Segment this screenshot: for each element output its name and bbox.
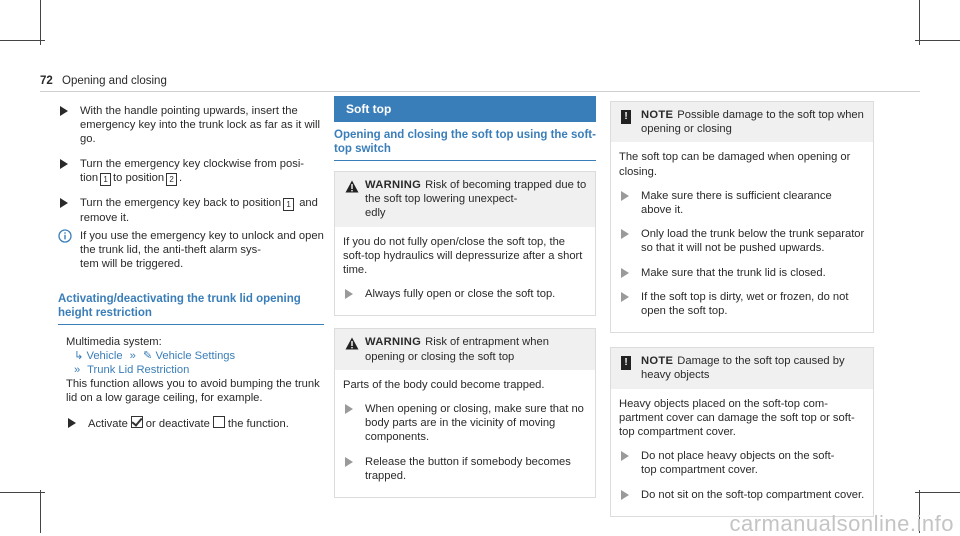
column-left [58,104,324,441]
settings-icon: ✎ [143,349,153,362]
note-box [610,347,874,517]
checkbox-empty-icon [213,416,225,428]
step-item [58,104,324,147]
column-right [610,101,874,517]
step-text: Release the button if somebody becomes trapped. [365,455,571,482]
enter-arrow-icon: ↳ [74,349,84,362]
crop-mark [0,492,45,493]
checkbox-checked-icon [131,416,143,428]
step-item [66,416,324,431]
menu-path-block [58,335,324,431]
step-arrow-icon [345,289,353,299]
crop-mark [915,40,960,41]
note-body [611,142,873,332]
section-rule [58,324,324,325]
note-title: Damage to the soft top caused by heavy objects [641,355,845,382]
step-arrow-icon [621,490,629,500]
menu-path-line [66,363,324,377]
page-header [40,74,167,88]
step-arrow-icon [345,404,353,414]
step-text: Make sure that the trunk lid is closed. [641,266,826,279]
section-heading: Opening and closing the soft top using the soft-top switch [334,129,596,155]
step-text-part: Turn the emergency key back to position [80,196,282,209]
step-item [619,290,865,318]
warning-text: Parts of the body could become trapped. [343,378,545,391]
column-middle [334,96,596,498]
note-label: NOTE [641,109,674,121]
note-exclamation-icon: ! [621,356,631,370]
crop-mark [0,40,45,41]
note-text: Heavy objects placed on the soft-top com- partment cover can damage the soft top or soft-top compartment cover. [619,397,855,439]
warning-title: Risk of becoming trapped due to the soft top lowering unexpect- edly [365,179,587,220]
step-item [619,488,865,502]
note-text: The soft top can be damaged when opening or closing. [619,151,851,178]
warning-title: Risk of entrapment when opening or closing the soft top [365,336,549,363]
menu-path-settings[interactable]: Vehicle Settings [155,349,236,362]
warning-body [335,227,595,316]
note-head [611,348,873,388]
step-arrow-icon [60,198,68,208]
deactivate-text: or deactivate [145,417,210,430]
watermark: carmanualsonline.info [729,510,954,536]
menu-path-restriction[interactable]: Trunk Lid Restriction [87,364,190,377]
page-section: Opening and closing [62,75,167,87]
note-box [610,101,874,333]
step-arrow-icon [621,229,629,239]
warning-label: WARNING [365,179,422,191]
warning-triangle-icon [345,180,359,193]
page-number: 72 [40,75,53,87]
system-label: Multimedia system: [66,335,162,348]
step-text: When opening or closing, make sure that no body parts are in the vicinity of moving components. [365,403,584,444]
warning-label: WARNING [365,336,422,349]
key-number-1: 1 [283,198,294,211]
step-item [343,455,587,483]
warning-head [335,329,595,369]
step-arrow-icon [68,418,76,428]
step-text: If the soft top is dirty, wet or frozen, do not open the soft top. [641,290,849,318]
step-item [619,449,865,477]
step-text-part: to position [113,171,165,184]
menu-path-vehicle[interactable]: Vehicle [86,349,123,362]
section-title: Activating/deactivating the trunk lid opening height restriction [58,292,301,319]
warning-box [334,328,596,498]
step-item [343,402,587,445]
step-text: Do not place heavy objects on the soft- top compartment cover. [641,450,835,477]
step-text: Make sure there is sufficient clearance above it. [641,189,832,217]
warning-box [334,171,596,316]
step-arrow-icon [345,457,353,467]
tip-note [58,229,324,272]
note-head [611,102,873,142]
step-arrow-icon [621,191,629,201]
step-item [619,266,865,280]
step-item [58,196,324,225]
note-exclamation-icon: ! [621,110,631,124]
step-text: Always fully open or close the soft top. [365,288,556,301]
function-text: the function. [227,417,289,430]
path-separator-icon: » [129,349,136,362]
warning-text: If you do not fully open/close the soft top, the soft-top hydraulics will depressurize after a short time. [343,235,583,277]
key-number-1: 1 [100,173,111,186]
step-text [80,197,318,224]
function-description: This function allows you to avoid bumping the trunk lid on a low garage ceiling, for example. [66,378,320,405]
step-text: Only load the trunk below the trunk separator so that it will not be pushed upwards. [641,228,865,255]
step-text-part: Turn the emergency key clockwise from posi- tion [80,157,305,184]
crop-mark [915,492,960,493]
step-text: Do not sit on the soft-top compartment cover. [641,488,865,501]
step-arrow-icon [621,451,629,461]
menu-path-line [66,349,324,363]
crop-mark [40,0,41,45]
warning-body [335,370,595,497]
activate-text: Activate [88,417,128,430]
info-icon [58,229,72,243]
step-arrow-icon [621,292,629,302]
step-item [619,189,865,217]
crop-mark [40,490,41,533]
warning-head [335,172,595,227]
tip-text: If you use the emergency key to unlock and open the trunk lid, the anti-theft alarm sys- tem will be triggered. [80,230,324,271]
section-rule [334,160,596,161]
step-text: Turn the emergency key clockwise from posi- tion 1 to position 2 . [80,157,305,184]
soft-top-band: Soft top [334,96,596,122]
step-arrow-icon [60,106,68,116]
step-arrow-icon [60,159,68,169]
header-rule [40,91,920,92]
step-text-part: and remove it. [80,196,318,224]
step-item [58,157,324,186]
step-text: With the handle pointing upwards, insert the emergency key into the trunk lock as far as it will go. [80,105,321,146]
step-item [619,227,865,255]
step-arrow-icon [621,268,629,278]
note-title: Possible damage to the soft top when opening or closing [641,109,864,136]
note-label: NOTE [641,355,674,368]
crop-mark [919,0,920,45]
step-item [343,287,587,301]
key-number-2: 2 [166,173,177,186]
path-separator-icon: » [74,364,81,377]
warning-triangle-icon [345,337,359,350]
note-body [611,389,873,516]
